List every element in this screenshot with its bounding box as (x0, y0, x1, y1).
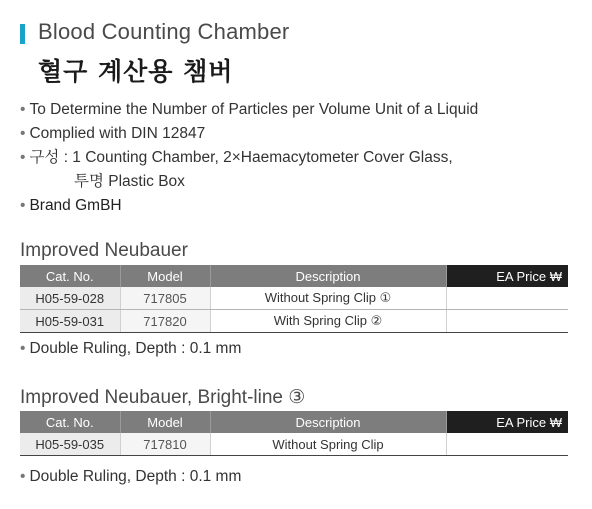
feature-list (20, 98, 478, 218)
column-header-price: EA Price ₩ (446, 411, 568, 433)
cell-price (446, 433, 568, 456)
product-table (20, 265, 568, 333)
feature-item: • Complied with DIN 12847 (20, 125, 206, 142)
cell-model: 717805 (120, 287, 210, 310)
title-accent-bar (20, 24, 25, 44)
bullet-icon: • (20, 149, 26, 166)
page-title: Blood Counting Chamber (38, 19, 290, 44)
cell-price (446, 310, 568, 333)
cell-model: 717810 (120, 433, 210, 456)
bullet-icon: • (20, 340, 26, 357)
table-header-row (20, 411, 568, 433)
column-header-price: EA Price ₩ (446, 265, 568, 287)
table-row (20, 310, 568, 333)
page-subtitle-korean: 혈구 계산용 챔버 (38, 57, 234, 86)
cell-cat-no: H05-59-035 (20, 433, 120, 456)
cell-description: Without Spring Clip ① (210, 287, 446, 310)
feature-item-continuation: 투명 Plastic Box (74, 173, 185, 190)
bullet-icon: • (20, 197, 26, 214)
column-header-description: Description (210, 411, 446, 433)
bullet-icon: • (20, 468, 26, 485)
table-row (20, 433, 568, 456)
bullet-icon: • (20, 125, 26, 142)
cell-model: 717820 (120, 310, 210, 333)
table-header-row (20, 265, 568, 287)
cell-description: With Spring Clip ② (210, 310, 446, 333)
table-row (20, 287, 568, 310)
column-header-cat-no: Cat. No. (20, 411, 120, 433)
column-header-cat-no: Cat. No. (20, 265, 120, 287)
cell-price (446, 287, 568, 310)
section-title: Improved Neubauer (20, 240, 188, 261)
bullet-icon: • (20, 101, 26, 118)
feature-item: • 구성 : 1 Counting Chamber, 2×Haemacytometer Cover Glass, (20, 149, 453, 166)
section-note: • Double Ruling, Depth : 0.1 mm (20, 340, 242, 357)
section-note: • Double Ruling, Depth : 0.1 mm (20, 468, 242, 485)
feature-item-brand: • Brand GmBH (20, 197, 122, 214)
column-header-model: Model (120, 265, 210, 287)
column-header-model: Model (120, 411, 210, 433)
product-table (20, 411, 568, 456)
cell-description: Without Spring Clip (210, 433, 446, 456)
cell-cat-no: H05-59-028 (20, 287, 120, 310)
feature-item: • To Determine the Number of Particles per Volume Unit of a Liquid (20, 101, 479, 118)
cell-cat-no: H05-59-031 (20, 310, 120, 333)
column-header-description: Description (210, 265, 446, 287)
section-title: Improved Neubauer, Bright-line ③ (20, 387, 306, 408)
